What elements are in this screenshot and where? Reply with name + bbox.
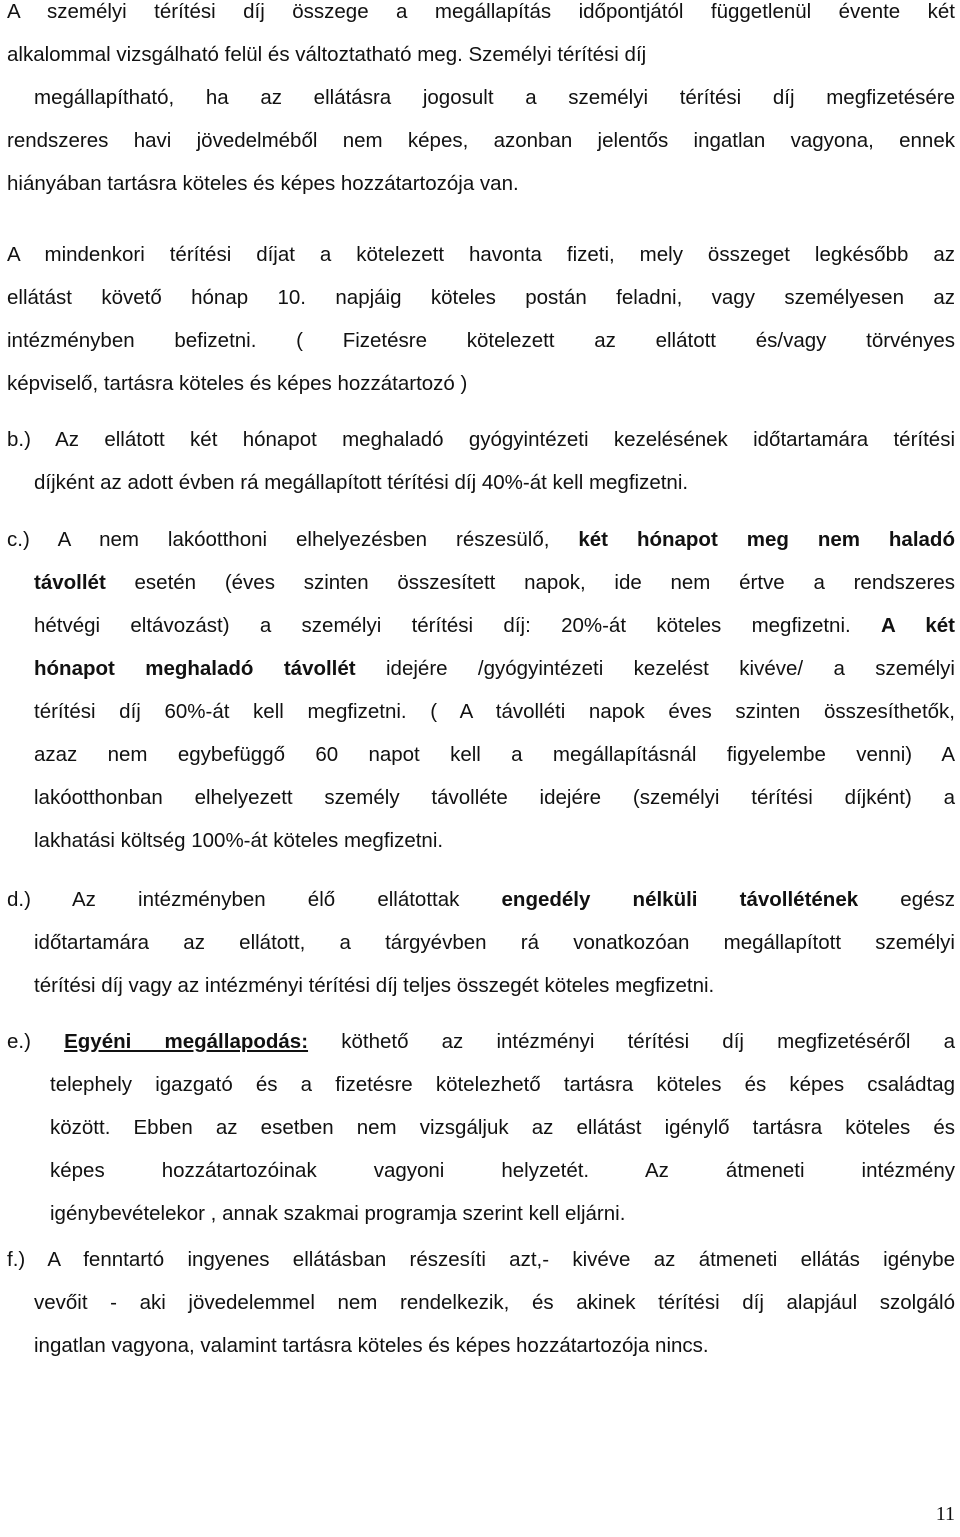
section-e (7, 1020, 955, 1235)
text-line (7, 561, 955, 604)
text-line: telephely igazgató és a fizetésre kötelezhető tartásra köteles és képes családtag (50, 1073, 955, 1096)
paragraph-review (7, 0, 955, 205)
section-d (7, 878, 955, 1007)
text-line: lakóotthonban elhelyezett személy távolléte idejére (személyi térítési díjként) a (34, 786, 955, 809)
text-line: között. Ebben az esetben nem vizsgáljuk az ellátást igénylő tartásra köteles és (50, 1116, 955, 1139)
text-line: A személyi térítési díj összege a megállapítás időpontjától függetlenül évente két (7, 0, 955, 23)
text-line: hiányában tartásra köteles és képes hozzátartozója van. (7, 172, 519, 195)
text-run: e.) (7, 1030, 65, 1053)
text-run: köthető az intézményi térítési díj megfizetéséről a (308, 1030, 956, 1053)
section-c (7, 518, 955, 862)
text-line: térítési díj vagy az intézményi térítési díj teljes összegét köteles megfizetni. (34, 974, 715, 997)
text-line: ellátást követő hónap 10. napjáig köteles postán feladni, vagy személyesen az (7, 286, 955, 309)
text-line: A mindenkori térítési díjat a kötelezett havonta fizeti, mely összeget legkésőbb az (7, 243, 955, 266)
page-number: 11 (935, 1503, 955, 1525)
underlined-heading: Egyéni megállapodás: (64, 1030, 309, 1053)
text-line: időtartamára az ellátott, a tárgyévben rá vonatkozóan megállapított személyi (34, 931, 955, 954)
text-line: f.) A fenntartó ingyenes ellátásban részesíti azt,- kivéve az átmeneti ellátás igénybe (7, 1248, 955, 1271)
text-line (7, 647, 955, 690)
text-line: alkalommal vizsgálható felül és változtatható meg. Személyi térítési díj (7, 43, 647, 66)
text-run: hétvégi eltávozást) a személyi térítési díj: 20%-át köteles megfizetni. (34, 614, 882, 637)
paragraph-payment (7, 233, 955, 405)
text-line (7, 878, 955, 921)
text-run: esetén (éves szinten összesített napok, ide nem értve a rendszeres (105, 571, 955, 594)
text-line: igénybevételekor , annak szakmai programja szerint kell eljárni. (50, 1202, 626, 1225)
text-line: ingatlan vagyona, valamint tartásra köteles és képes hozzátartozója nincs. (34, 1334, 709, 1357)
section-b (7, 418, 955, 504)
text-line: lakhatási költség 100%-át köteles megfizetni. (34, 829, 444, 852)
text-line: b.) Az ellátott két hónapot meghaladó gyógyintézeti kezelésének időtartamára térítési (7, 428, 955, 451)
text-run: d.) Az intézményben élő ellátottak (7, 888, 502, 911)
text-run: egész (858, 888, 955, 911)
text-line: képes hozzátartozóinak vagyoni helyzetét. Az átmeneti intézmény (50, 1159, 955, 1182)
text-run: idejére /gyógyintézeti kezelést kivéve/ a személyi (355, 657, 955, 680)
text-line: képviselő, tartásra köteles és képes hozzátartozó ) (7, 372, 468, 395)
text-line: vevőit - aki jövedelemmel nem rendelkezik, és akinek térítési díj alapjául szolgáló (34, 1291, 955, 1314)
section-f (7, 1238, 955, 1367)
text-line: azaz nem egybefüggő 60 napot kell a megállapításnál figyelembe venni) A (34, 743, 955, 766)
text-line (7, 518, 955, 561)
text-run: c.) A nem lakóotthoni elhelyezésben részesülő, (7, 528, 579, 551)
text-line (7, 1020, 955, 1063)
emphasis-text: távollét (34, 571, 106, 594)
emphasis-text: hónapot meghaladó távollét (34, 657, 356, 680)
text-line: térítési díj 60%-át kell megfizetni. ( A távolléti napok éves szinten összesíthetők, (34, 700, 955, 723)
emphasis-text: engedély nélküli távollétének (501, 888, 859, 911)
text-line (7, 604, 955, 647)
text-line: megállapítható, ha az ellátásra jogosult a személyi térítési díj megfizetésére (34, 86, 955, 109)
text-line: rendszeres havi jövedelméből nem képes, azonban jelentős ingatlan vagyona, ennek (7, 129, 955, 152)
emphasis-text: két hónapot meg nem haladó (578, 528, 955, 551)
emphasis-text: A két (881, 614, 955, 637)
text-line: díjként az adott évben rá megállapított térítési díj 40%-át kell megfizetni. (34, 471, 689, 494)
text-line: intézményben befizetni. ( Fizetésre kötelezett az ellátott és/vagy törvényes (7, 329, 955, 352)
